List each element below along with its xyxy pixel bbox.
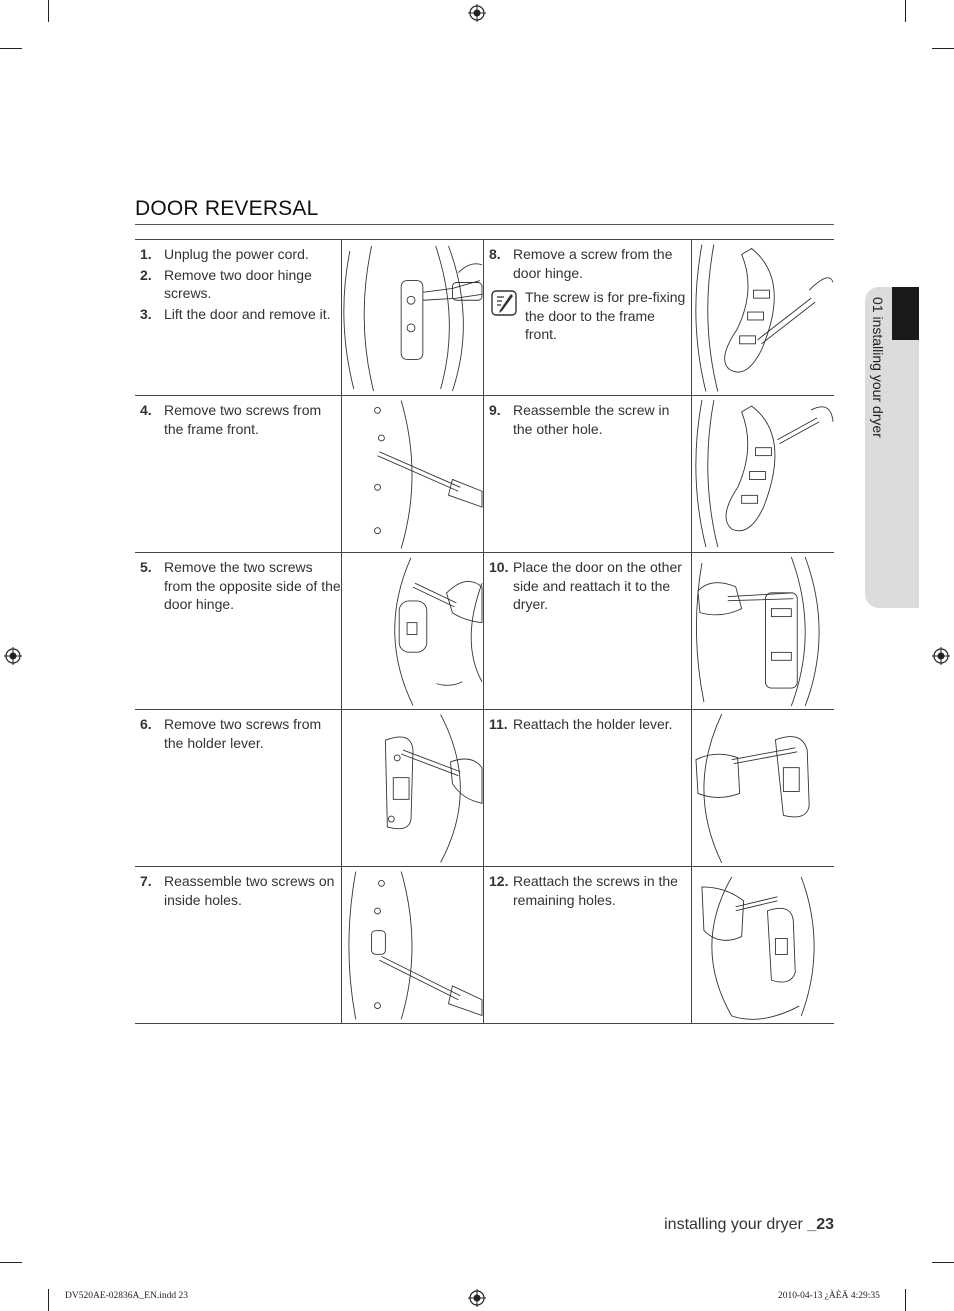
illustration-cell bbox=[691, 240, 834, 395]
print-slug-timestamp: 2010-04-13 ¿ÀÈÄ 4:29:35 bbox=[778, 1291, 880, 1301]
registration-mark-icon bbox=[468, 1289, 486, 1307]
instruction-row bbox=[135, 867, 834, 1024]
step-cell bbox=[135, 553, 341, 709]
crop-mark bbox=[48, 1289, 49, 1311]
step-cell bbox=[135, 710, 341, 866]
page-number: _23 bbox=[807, 1216, 834, 1233]
crop-mark bbox=[932, 1262, 954, 1263]
note-icon bbox=[491, 290, 517, 316]
inside-holes-screw-illustration bbox=[342, 867, 483, 1023]
step-item: 5. Remove the two screws from the opposite side of the door hinge. bbox=[140, 559, 341, 612]
registration-mark-icon bbox=[468, 4, 486, 22]
crop-mark bbox=[0, 48, 22, 49]
step-item: 2. Remove two door hinge screws. bbox=[140, 266, 312, 301]
instruction-row bbox=[135, 396, 834, 553]
illustration-cell bbox=[341, 553, 484, 709]
place-door-illustration bbox=[692, 553, 834, 709]
crop-mark bbox=[48, 0, 49, 22]
crop-mark bbox=[905, 1289, 906, 1311]
instruction-grid bbox=[135, 239, 834, 1024]
page-title: DOOR REVERSAL bbox=[135, 197, 834, 225]
illustration-cell bbox=[691, 396, 834, 552]
step-item: 4. Remove two screws from the frame front. bbox=[140, 402, 322, 437]
print-slug-file: DV520AE-02836A_EN.indd 23 bbox=[65, 1291, 188, 1301]
hinge-screw-removal-illustration bbox=[342, 240, 483, 395]
footer-section-name: installing your dryer bbox=[664, 1216, 808, 1233]
note-box bbox=[491, 288, 691, 344]
crop-mark bbox=[0, 1262, 22, 1263]
illustration-cell bbox=[341, 710, 484, 866]
illustration-cell bbox=[341, 396, 484, 552]
illustration-cell bbox=[691, 710, 834, 866]
reassemble-screw-illustration bbox=[692, 396, 834, 552]
page-footer bbox=[664, 1216, 834, 1234]
crop-mark bbox=[905, 0, 906, 22]
illustration-cell bbox=[341, 240, 484, 395]
step-cell bbox=[484, 240, 691, 395]
section-tab-marker bbox=[892, 287, 919, 340]
step-item: 9. Reassemble the screw in the other hole. bbox=[489, 402, 670, 437]
step-cell bbox=[484, 396, 691, 552]
registration-mark-icon bbox=[4, 647, 22, 665]
step-item: 10. Place the door on the other side and reattach it to the dryer. bbox=[489, 559, 682, 612]
step-cell bbox=[135, 867, 341, 1023]
step-cell bbox=[484, 553, 691, 709]
step-cell bbox=[135, 240, 341, 395]
remaining-holes-screw-illustration bbox=[692, 867, 834, 1023]
illustration-cell bbox=[691, 553, 834, 709]
step-cell bbox=[484, 867, 691, 1023]
step-item: 1. Unplug the power cord. bbox=[140, 246, 309, 262]
step-item: 8. Remove a screw from the door hinge. bbox=[489, 246, 673, 281]
step-item: 11. Reattach the holder lever. bbox=[489, 716, 673, 732]
step-item: 3. Lift the door and remove it. bbox=[140, 305, 331, 322]
step-item: 6. Remove two screws from the holder lever. bbox=[140, 716, 322, 751]
step-item: 12. Reattach the screws in the remaining holes. bbox=[489, 873, 678, 908]
instruction-row bbox=[135, 240, 834, 396]
illustration-cell bbox=[341, 867, 484, 1023]
note-text: The screw is for pre-fixing the door to the frame front. bbox=[525, 289, 686, 342]
frame-front-screw-illustration bbox=[342, 396, 483, 552]
instruction-row bbox=[135, 710, 834, 867]
opposite-hinge-screw-illustration bbox=[342, 553, 483, 709]
holder-lever-screw-illustration bbox=[342, 710, 483, 866]
section-tab-label: 01 installing your dryer bbox=[870, 297, 886, 438]
step-item: 7. Reassemble two screws on inside holes. bbox=[140, 873, 335, 908]
registration-mark-icon bbox=[932, 647, 950, 665]
reattach-holder-lever-illustration bbox=[692, 710, 834, 866]
step-cell bbox=[135, 396, 341, 552]
step-cell bbox=[484, 710, 691, 866]
crop-mark bbox=[932, 48, 954, 49]
door-hinge-screw-illustration bbox=[692, 240, 834, 395]
illustration-cell bbox=[691, 867, 834, 1023]
instruction-row bbox=[135, 553, 834, 710]
